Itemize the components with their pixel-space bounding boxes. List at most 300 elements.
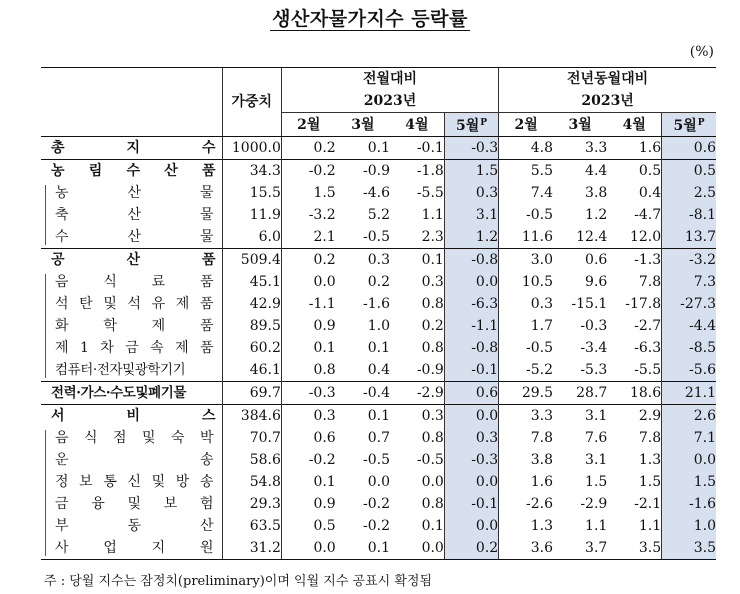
yoy-cell: 7.8 <box>499 427 553 449</box>
mom-cell: -2.9 <box>390 382 444 405</box>
item-char: 사 <box>55 540 69 556</box>
mom-cell: 0.0 <box>444 515 498 537</box>
yoy-cell: 7.4 <box>499 182 553 204</box>
mom-cell: 0.0 <box>444 405 498 428</box>
item-cell <box>41 226 222 249</box>
item-cell <box>41 471 222 493</box>
item-char: 산 <box>126 252 141 268</box>
yoy-cell: -5.3 <box>580 362 608 378</box>
mom-cell: -0.8 <box>444 337 498 359</box>
yoy-cell: 2.9 <box>607 405 661 428</box>
group-bracket <box>45 537 46 556</box>
mom-cell: -0.3 <box>444 137 498 160</box>
yoy-cell: -4.4 <box>662 315 716 337</box>
group-bracket <box>45 515 46 537</box>
item-char: 스 <box>202 408 216 424</box>
item-char: 박 <box>200 430 214 446</box>
mom-cell: 0.8 <box>421 296 444 312</box>
item-label: 전력·가스·수도및폐기물 <box>51 385 187 401</box>
group-bracket <box>45 493 46 515</box>
item-char: 품 <box>199 274 214 290</box>
header-yoy-year: 2023년 <box>499 90 716 113</box>
item-cell <box>41 182 222 204</box>
yoy-cell: -5.2 <box>499 359 553 382</box>
header-mom-month-3 <box>390 113 444 137</box>
item-label <box>41 316 222 336</box>
header-mom-month-2 <box>336 113 390 137</box>
weight-cell: 45.1 <box>222 271 281 293</box>
mom-cell: 0.8 <box>281 359 335 382</box>
mom-cell: 0.1 <box>336 137 390 160</box>
mom-cell: 0.9 <box>281 493 335 515</box>
item-char: 부 <box>55 518 69 534</box>
yoy-cell: 0.5 <box>607 160 661 183</box>
item-char: 보 <box>79 474 93 490</box>
yoy-cell: -2.1 <box>634 496 662 512</box>
group-bracket <box>45 185 46 204</box>
item-char: 원 <box>199 540 214 556</box>
yoy-cell: 29.5 <box>499 382 553 405</box>
sub-row <box>41 537 716 560</box>
mom-cell: 0.1 <box>336 537 390 560</box>
yoy-cell: 4.8 <box>499 137 553 160</box>
header-weight: 가중치 <box>222 68 281 137</box>
yoy-cell: -1.3 <box>607 249 661 272</box>
item-char: 석 <box>127 296 141 312</box>
prelim-mark: P <box>480 118 488 128</box>
mom-cell: -0.1 <box>444 493 498 515</box>
major-row <box>41 160 716 183</box>
item-char: 차 <box>100 340 114 356</box>
item-char: 속 <box>150 340 164 356</box>
item-char: 수 <box>55 229 69 245</box>
mom-cell: 0.1 <box>390 249 444 272</box>
item-char: 및 <box>127 496 142 512</box>
mom-cell: -0.9 <box>336 160 390 183</box>
mom-cell: 1.2 <box>444 226 498 249</box>
mom-cell: -0.2 <box>363 496 391 512</box>
group-bracket <box>45 204 46 226</box>
mom-cell: 0.2 <box>367 274 391 290</box>
item-char: 금 <box>55 496 69 512</box>
item-label <box>41 428 222 448</box>
mom-cell: -0.4 <box>336 382 390 405</box>
mom-cell: 0.1 <box>367 340 391 356</box>
sub-row <box>41 226 716 249</box>
item-label <box>41 205 222 225</box>
item-char: 음 <box>55 274 69 290</box>
mom-cell: -6.3 <box>444 293 498 315</box>
item-char: 송 <box>200 452 214 468</box>
mom-cell: -0.5 <box>363 452 391 468</box>
weight-cell: 63.5 <box>222 515 281 537</box>
mom-cell: -1.1 <box>444 315 498 337</box>
yoy-cell: 3.3 <box>499 405 553 428</box>
item-cell <box>41 293 222 315</box>
weight-cell: 60.2 <box>222 337 281 359</box>
item-char: 학 <box>103 318 117 334</box>
yoy-cell: -2.9 <box>580 496 608 512</box>
weight-cell: 1000.0 <box>222 137 281 160</box>
item-char: 공 <box>51 252 65 268</box>
item-char: 험 <box>200 496 214 512</box>
mom-cell: -0.5 <box>416 452 444 468</box>
yoy-cell: -6.3 <box>634 340 662 356</box>
header-mom-month-1 <box>281 113 335 137</box>
mom-cell: 1.1 <box>421 207 444 223</box>
month-label: 3월 <box>351 116 375 133</box>
sub-row <box>41 427 716 449</box>
month-label: 4월 <box>622 116 646 133</box>
month-label: 2월 <box>297 116 321 133</box>
weight-cell: 46.1 <box>222 359 281 382</box>
mom-cell: 0.3 <box>421 274 444 290</box>
header-mom-year: 2023년 <box>281 90 498 113</box>
yoy-cell: -0.3 <box>580 318 608 334</box>
yoy-cell: 3.3 <box>553 137 607 160</box>
yoy-cell: 3.1 <box>553 405 607 428</box>
item-char: 1 <box>79 340 89 356</box>
weight-cell: 54.8 <box>222 471 281 493</box>
item-cell <box>41 160 222 183</box>
page-title <box>0 4 740 31</box>
yoy-cell: -2.7 <box>634 318 662 334</box>
item-label <box>41 227 222 247</box>
yoy-cell: 1.3 <box>499 515 553 537</box>
yoy-cell: 7.3 <box>662 271 716 293</box>
item-char: 농 <box>55 185 69 201</box>
item-char: 제 <box>175 296 190 312</box>
mom-cell: -0.5 <box>363 229 391 245</box>
item-cell <box>41 359 222 382</box>
mom-cell: 0.8 <box>421 340 444 356</box>
unit-label: (%) <box>689 44 714 60</box>
yoy-cell: 1.5 <box>662 471 716 493</box>
sub-row <box>41 449 716 471</box>
item-label <box>41 538 222 558</box>
yoy-cell: 3.8 <box>499 449 553 471</box>
item-cell <box>41 204 222 226</box>
mom-cell: 0.0 <box>367 474 391 490</box>
item-char: 및 <box>151 474 166 490</box>
mom-cell: 0.0 <box>444 271 498 293</box>
yoy-cell: 3.7 <box>553 537 607 560</box>
mom-cell: -4.6 <box>363 185 391 201</box>
mom-cell: 0.1 <box>281 471 335 493</box>
group-bracket <box>45 430 46 449</box>
group-bracket <box>45 337 46 359</box>
yoy-cell: 3.1 <box>585 452 608 468</box>
yoy-cell: 1.6 <box>607 137 661 160</box>
group-bracket <box>45 226 46 245</box>
item-char: 물 <box>200 185 214 201</box>
yoy-cell: 28.7 <box>553 382 607 405</box>
weight-cell: 42.9 <box>222 293 281 315</box>
mom-cell: -0.2 <box>281 160 335 183</box>
mom-cell: 0.3 <box>390 405 444 428</box>
item-cell <box>41 337 222 359</box>
yoy-cell: 0.6 <box>553 249 607 272</box>
mom-cell: 1.5 <box>281 182 335 204</box>
month-label: 5월 <box>455 118 480 134</box>
item-char: 품 <box>200 340 214 356</box>
mom-cell: 0.6 <box>444 382 498 405</box>
mom-cell: -0.9 <box>416 362 444 378</box>
item-cell <box>41 449 222 471</box>
yoy-cell: 1.1 <box>638 518 662 534</box>
yoy-cell: 4.4 <box>553 160 607 183</box>
header-yoy-month-2 <box>553 113 607 137</box>
item-char: 음 <box>55 430 69 446</box>
item-label <box>41 516 222 536</box>
yoy-cell: 1.5 <box>585 474 608 490</box>
yoy-cell: 7.8 <box>638 430 662 446</box>
mom-cell: 0.3 <box>444 182 498 204</box>
mom-cell: 0.6 <box>281 427 335 449</box>
item-char: 방 <box>175 474 190 490</box>
yoy-cell: 12.0 <box>629 229 662 245</box>
item-char: 금 <box>125 340 139 356</box>
group-bracket <box>45 315 46 337</box>
item-char: 송 <box>199 474 214 490</box>
yoy-cell: 1.6 <box>499 471 553 493</box>
mom-cell: -0.2 <box>281 449 335 471</box>
mom-cell: 0.0 <box>421 474 444 490</box>
group-bracket <box>45 471 46 493</box>
item-char: 보 <box>163 496 178 512</box>
item-label: 컴퓨터·전자및광학기기 <box>55 362 186 378</box>
item-label <box>41 161 222 181</box>
sub-row <box>41 515 716 537</box>
item-cell <box>41 427 222 449</box>
item-char: 통 <box>103 474 117 490</box>
group-bracket <box>45 293 46 315</box>
item-char: 동 <box>127 518 142 534</box>
mom-cell: 0.4 <box>367 362 391 378</box>
item-char: 유 <box>151 296 166 312</box>
item-char: 품 <box>199 318 214 334</box>
item-cell <box>41 382 222 405</box>
yoy-cell: 2.5 <box>662 182 716 204</box>
item-char: 지 <box>151 540 166 556</box>
item-char: 물 <box>200 229 214 245</box>
item-cell <box>41 405 222 428</box>
yoy-cell: 0.4 <box>638 185 662 201</box>
major-row <box>41 137 716 160</box>
yoy-cell: 13.7 <box>662 226 716 249</box>
mom-cell: 0.3 <box>336 249 390 272</box>
item-char: 산 <box>164 163 178 179</box>
yoy-cell: 5.5 <box>499 160 553 183</box>
yoy-cell: -27.3 <box>662 293 716 315</box>
ppi-table <box>41 67 716 560</box>
item-char: 식 <box>84 430 98 446</box>
mom-cell: 5.2 <box>367 207 391 223</box>
yoy-cell: 3.5 <box>607 537 661 560</box>
yoy-cell: 7.6 <box>585 430 608 446</box>
mom-cell: -0.8 <box>444 249 498 272</box>
yoy-cell: 7.8 <box>638 274 662 290</box>
major-row <box>41 405 716 428</box>
item-char: 석 <box>55 296 69 312</box>
item-char: 산 <box>127 207 142 223</box>
yoy-cell: 0.3 <box>499 293 553 315</box>
yoy-cell: 1.5 <box>638 474 662 490</box>
item-char: 수 <box>202 140 216 156</box>
yoy-cell: 0.5 <box>662 160 716 183</box>
weight-cell: 31.2 <box>222 537 281 560</box>
yoy-cell: 1.1 <box>585 518 608 534</box>
mom-cell: -0.3 <box>444 449 498 471</box>
yoy-cell: 9.6 <box>585 274 608 290</box>
sub-row <box>41 359 716 382</box>
item-char: 림 <box>88 163 103 179</box>
mom-cell: -1.6 <box>363 296 391 312</box>
month-label: 4월 <box>405 116 429 133</box>
yoy-cell: -4.7 <box>634 207 662 223</box>
weight-cell: 89.5 <box>222 315 281 337</box>
yoy-cell: 3.8 <box>585 185 608 201</box>
weight-cell: 384.6 <box>222 405 281 428</box>
item-char: 융 <box>91 496 105 512</box>
item-label <box>41 472 222 492</box>
item-char: 탄 <box>79 296 93 312</box>
yoy-cell: -8.1 <box>662 204 716 226</box>
yoy-cell: 3.6 <box>499 537 553 560</box>
item-char: 정 <box>55 474 69 490</box>
item-char: 산 <box>127 185 142 201</box>
header-mom: 전월대비 <box>281 68 498 91</box>
yoy-cell: 21.1 <box>662 382 716 405</box>
yoy-cell: 1.3 <box>638 452 662 468</box>
month-label: 2월 <box>514 116 538 133</box>
item-char: 및 <box>142 430 156 446</box>
item-char: 품 <box>202 163 216 179</box>
item-label <box>41 250 222 270</box>
weight-cell: 509.4 <box>222 249 281 272</box>
month-label: 5월 <box>673 118 697 134</box>
item-char: 업 <box>103 540 117 556</box>
item-char: 제 <box>175 340 189 356</box>
prelim-mark: P <box>697 118 705 128</box>
mom-cell: -3.2 <box>281 204 335 226</box>
yoy-cell: 0.6 <box>662 137 716 160</box>
mom-cell: 0.2 <box>281 249 335 272</box>
weight-cell: 6.0 <box>222 226 281 249</box>
item-cell <box>41 515 222 537</box>
group-bracket <box>45 449 46 471</box>
sub-row <box>41 204 716 226</box>
yoy-cell: -5.6 <box>662 359 716 382</box>
item-char: 식 <box>103 274 117 290</box>
group-bracket <box>45 274 46 293</box>
mom-cell: 0.3 <box>281 405 335 428</box>
item-cell <box>41 537 222 560</box>
item-char: 료 <box>151 274 166 290</box>
major-row <box>41 249 716 272</box>
item-label <box>41 183 222 203</box>
yoy-cell: -15.1 <box>571 296 608 312</box>
weight-cell: 70.7 <box>222 427 281 449</box>
item-label <box>41 338 222 358</box>
mom-cell: 0.0 <box>281 271 335 293</box>
mom-cell: 0.3 <box>444 427 498 449</box>
item-label <box>41 294 222 314</box>
sub-row <box>41 471 716 493</box>
yoy-cell: 1.2 <box>585 207 608 223</box>
yoy-cell: -2.6 <box>499 493 553 515</box>
item-label <box>41 494 222 514</box>
mom-cell: 2.1 <box>281 226 335 249</box>
mom-cell: 0.0 <box>390 537 444 560</box>
item-char: 화 <box>55 318 69 334</box>
sub-row <box>41 315 716 337</box>
item-label <box>41 450 222 470</box>
footnote: 주 : 당월 지수는 잠정치(preliminary)이며 익월 지수 공표시 확정됨 <box>44 574 433 589</box>
item-char: 제 <box>55 340 69 356</box>
mom-cell: 0.9 <box>281 315 335 337</box>
item-char: 숙 <box>171 430 185 446</box>
sub-row <box>41 493 716 515</box>
item-cell <box>41 271 222 293</box>
mom-cell: 0.0 <box>444 471 498 493</box>
yoy-cell: -3.2 <box>662 249 716 272</box>
yoy-cell: -5.5 <box>634 362 662 378</box>
sub-row <box>41 337 716 359</box>
yoy-cell: 1.0 <box>662 515 716 537</box>
mom-cell: 0.2 <box>421 318 444 334</box>
yoy-cell: 12.4 <box>576 229 608 245</box>
mom-cell: 0.1 <box>421 518 444 534</box>
mom-cell: 0.1 <box>281 337 335 359</box>
mom-cell: -5.5 <box>416 185 444 201</box>
yoy-cell: 11.6 <box>499 226 553 249</box>
yoy-cell: 0.0 <box>662 449 716 471</box>
weight-cell: 29.3 <box>222 493 281 515</box>
mom-cell: -1.1 <box>281 293 335 315</box>
item-char: 비 <box>126 408 141 424</box>
yoy-cell: 1.7 <box>499 315 553 337</box>
item-char: 품 <box>199 296 214 312</box>
item-char: 농 <box>51 163 65 179</box>
sub-row <box>41 182 716 204</box>
mom-cell: 0.2 <box>444 537 498 560</box>
weight-cell: 15.5 <box>222 182 281 204</box>
item-char: 운 <box>55 452 69 468</box>
mom-cell: 0.8 <box>421 430 444 446</box>
yoy-cell: 3.5 <box>662 537 716 560</box>
yoy-cell: 18.6 <box>607 382 661 405</box>
item-char: 물 <box>200 207 214 223</box>
item-label <box>41 406 222 426</box>
yoy-cell: -3.4 <box>580 340 608 356</box>
month-label: 3월 <box>568 116 592 133</box>
major-row <box>41 382 716 405</box>
item-char: 축 <box>55 207 69 223</box>
mom-cell: 0.2 <box>281 137 335 160</box>
mom-cell: 1.0 <box>367 318 391 334</box>
item-char: 지 <box>126 140 141 156</box>
yoy-cell: 3.0 <box>499 249 553 272</box>
item-char: 수 <box>126 163 141 179</box>
item-char: 서 <box>51 408 65 424</box>
weight-cell: 58.6 <box>222 449 281 471</box>
yoy-cell: -0.5 <box>499 337 553 359</box>
header-yoy-month-3 <box>607 113 661 137</box>
yoy-cell: -0.5 <box>499 204 553 226</box>
header-yoy-month-1 <box>499 113 553 137</box>
item-label <box>41 138 222 158</box>
